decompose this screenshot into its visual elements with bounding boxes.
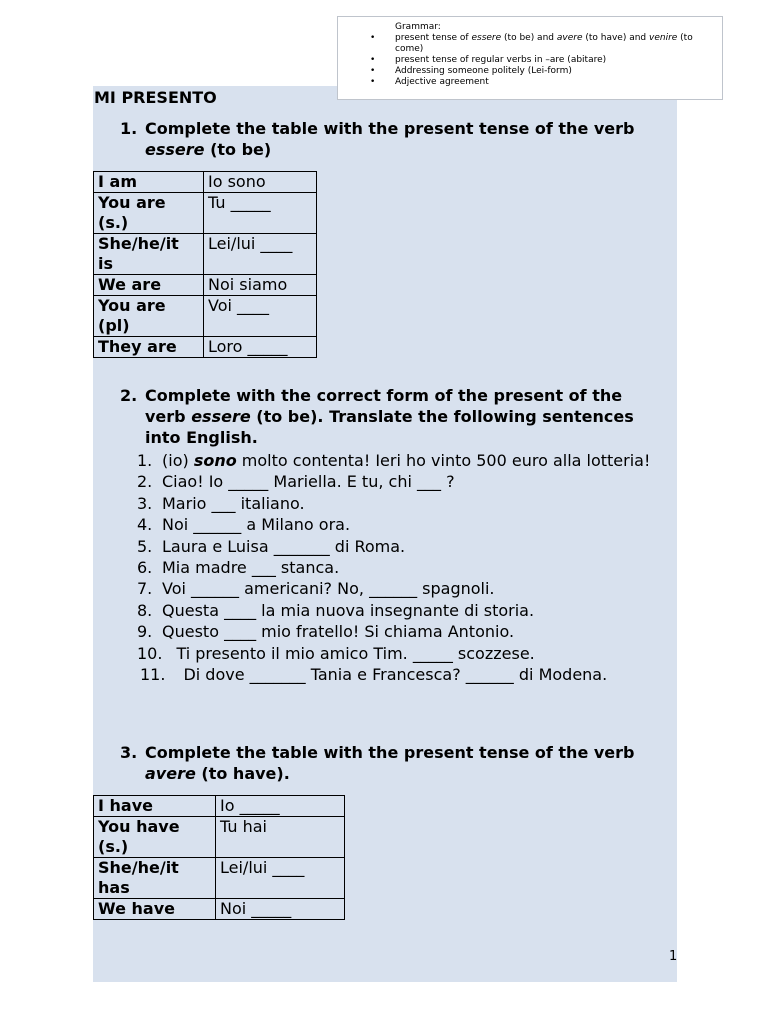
table-row: We are Noi siamo <box>94 275 317 296</box>
bullet-icon: • <box>370 33 376 43</box>
document-title: MI PRESENTO <box>94 88 217 107</box>
section-3-heading: 3. Complete the table with the present tense of the verb avere (to have). <box>120 743 635 783</box>
grammar-box <box>337 16 723 100</box>
table-row: She/he/it is Lei/lui ____ <box>94 234 317 275</box>
exercise-list <box>137 450 677 685</box>
grammar-item: • Addressing someone politely (Lei-form) <box>370 66 572 76</box>
page-number: 1 <box>669 949 678 964</box>
list-item: 9. Questo ____ mio fratello! Si chiama Antonio. <box>137 622 515 642</box>
section-2-heading: 2. Complete with the correct form of the present of the verb essere (to be). Translate the following sentences into English. <box>120 386 634 447</box>
list-item: 10. Ti presento il mio amico Tim. _____ scozzese. <box>137 643 535 663</box>
grammar-title: Grammar: <box>395 22 441 32</box>
list-item: 8. Questa ____ la mia nuova insegnante di storia. <box>137 600 535 620</box>
grammar-item: • present tense of regular verbs in –are (abitare) <box>370 55 607 65</box>
table-row: We have Noi _____ <box>94 899 345 920</box>
list-item: 6. Mia madre ___ stanca. <box>137 558 340 578</box>
list-item: 4. Noi ______ a Milano ora. <box>137 515 351 535</box>
avere-table <box>93 795 345 920</box>
table-row: You are (pl) Voi ____ <box>94 296 317 337</box>
grammar-item: • present tense of essere (to be) and avere (to have) and venire (to come) <box>370 33 693 54</box>
list-item: 2. Ciao! Io _____ Mariella. E tu, chi ___ ? <box>137 472 455 492</box>
grammar-list <box>338 33 722 88</box>
list-item: 1. (io) sono molto contenta! Ieri ho vinto 500 euro alla lotteria! <box>137 451 651 470</box>
table-row: She/he/it has Lei/lui ____ <box>94 858 345 899</box>
table-row: I have Io _____ <box>94 796 345 817</box>
essere-table <box>93 171 317 358</box>
bullet-icon: • <box>370 77 376 87</box>
table-row: I am Io sono <box>94 172 317 193</box>
table-row: You have (s.) Tu hai <box>94 817 345 858</box>
list-item: 5. Laura e Luisa _______ di Roma. <box>137 536 406 556</box>
list-item: 3. Mario ___ italiano. <box>137 493 305 513</box>
list-item: 7. Voi ______ americani? No, ______ spagnoli. <box>137 579 495 599</box>
bullet-icon: • <box>370 66 376 76</box>
list-item: 11. Di dove _______ Tania e Francesca? ______ di Modena. <box>140 665 608 685</box>
grammar-item: • Adjective agreement <box>370 77 489 87</box>
table-row: You are (s.) Tu _____ <box>94 193 317 234</box>
bullet-icon: • <box>370 55 376 65</box>
section-1-heading: 1. Complete the table with the present tense of the verb essere (to be) <box>120 119 635 159</box>
table-row: They are Loro _____ <box>94 337 317 358</box>
